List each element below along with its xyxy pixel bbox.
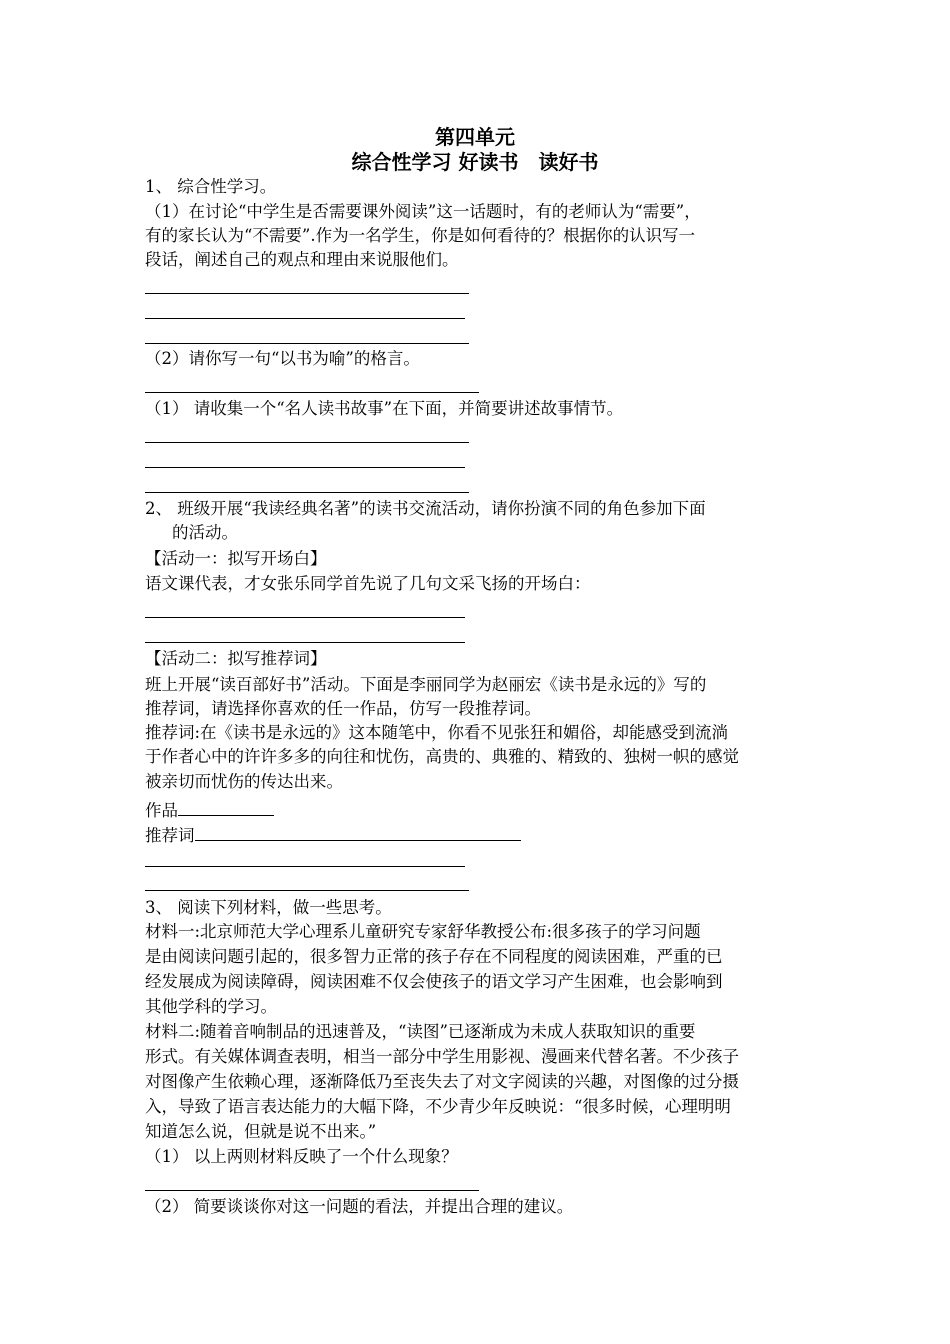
answer-line[interactable] — [145, 467, 465, 468]
material1-line: 其他学科的学习。 — [145, 997, 277, 1016]
q1-p1-line: 有的家长认为“不需要”.作为一名学生，你是如何看待的？根据你的认识写一 — [145, 226, 696, 245]
material2-line: 知道怎么说，但就是说不出来。” — [145, 1122, 377, 1141]
recommend-field — [145, 822, 521, 848]
answer-line[interactable] — [145, 1190, 479, 1191]
work-blank[interactable] — [178, 797, 274, 816]
q3-sub2: （2） 简要谈谈你对这一问题的看法，并提出合理的建议。 — [145, 1197, 574, 1216]
work-field — [145, 797, 274, 823]
sample-line: 于作者心中的许许多多的向往和忧伤，高贵的、典雅的、精致的、独树一帜的感觉 — [145, 747, 739, 766]
answer-line[interactable] — [145, 293, 469, 294]
material2-line: 入，导致了语言表达能力的大幅下降，不少青少年反映说：“很多时候，心理明明 — [145, 1097, 731, 1116]
sample-line: 推荐词:在《读书是永远的》这本随笔中，你看不见张狂和媚俗，却能感受到流淌 — [145, 723, 729, 742]
answer-line[interactable] — [145, 617, 465, 618]
material1-line: 材料一:北京师范大学心理系儿童研究专家舒华教授公布:很多孩子的学习问题 — [145, 922, 701, 941]
q2-heading-line: 的活动。 — [172, 523, 238, 542]
activity2-line: 推荐词，请选择你喜欢的任一作品，仿写一段推荐词。 — [145, 699, 541, 718]
activity2-title: 【活动二：拟写推荐词】 — [145, 649, 327, 668]
sample-line: 被亲切而忧伤的传达出来。 — [145, 772, 343, 791]
q1-p3: （1） 请收集一个“名人读书故事”在下面，并简要讲述故事情节。 — [145, 399, 624, 418]
activity1-title: 【活动一：拟写开场白】 — [145, 549, 327, 568]
answer-line[interactable] — [145, 866, 465, 867]
recommend-label: 推荐词 — [145, 826, 195, 845]
material1-line: 是由阅读问题引起的，很多智力正常的孩子存在不同程度的阅读困难，严重的已 — [145, 947, 723, 966]
q1-p2: （2）请你写一句“以书为喻”的格言。 — [145, 349, 420, 368]
q3-heading: 3、 阅读下列材料，做一些思考。 — [145, 898, 392, 917]
answer-line[interactable] — [145, 642, 465, 643]
q2-heading-line: 2、 班级开展“我读经典名著”的读书交流活动，请你扮演不同的角色参加下面 — [145, 499, 706, 518]
answer-line[interactable] — [145, 392, 479, 393]
material2-line: 材料二:随着音响制品的迅速普及，“读图”已逐渐成为未成人获取知识的重要 — [145, 1022, 696, 1041]
material2-line: 对图像产生依赖心理，逐渐降低乃至丧失去了对文字阅读的兴趣，对图像的过分摄 — [145, 1072, 739, 1091]
material2-line: 形式。有关媒体调查表明，相当一部分中学生用影视、漫画来代替名著。不少孩子 — [145, 1047, 739, 1066]
unit-subtitle: 综合性学习 好读书 读好书 — [351, 150, 599, 174]
q1-heading: 1、 综合性学习。 — [145, 177, 277, 196]
answer-line[interactable] — [145, 318, 465, 319]
answer-line[interactable] — [145, 492, 469, 493]
answer-line[interactable] — [145, 890, 469, 891]
work-label: 作品 — [145, 801, 178, 820]
answer-line[interactable] — [145, 442, 469, 443]
activity2-line: 班上开展“读百部好书”活动。下面是李丽同学为赵丽宏《读书是永远的》写的 — [145, 675, 707, 694]
unit-title: 第四单元 — [435, 125, 515, 149]
q1-p1-line: （1）在讨论“中学生是否需要课外阅读”这一话题时，有的老师认为“需要”， — [145, 202, 701, 221]
q1-p1-line: 段话，阐述自己的观点和理由来说服他们。 — [145, 250, 459, 269]
activity1-text: 语文课代表，才女张乐同学首先说了几句文采飞扬的开场白： — [145, 574, 591, 593]
q3-sub1: （1） 以上两则材料反映了一个什么现象？ — [145, 1147, 458, 1166]
recommend-blank[interactable] — [195, 822, 521, 841]
material1-line: 经发展成为阅读障碍，阅读困难不仅会使孩子的语文学习产生困难，也会影响到 — [145, 972, 723, 991]
answer-line[interactable] — [145, 343, 469, 344]
